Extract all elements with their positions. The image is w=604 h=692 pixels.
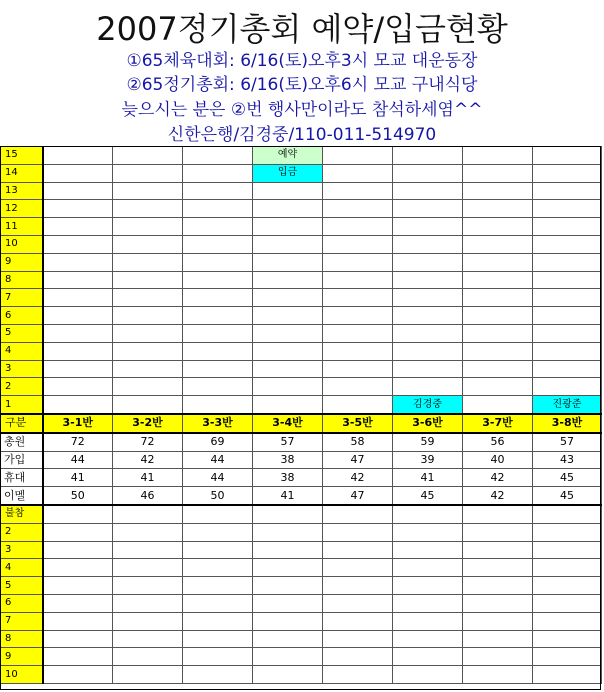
- row-number: 6: [1, 307, 43, 325]
- row-number: 4: [1, 342, 43, 360]
- legend-deposit: 입금: [253, 164, 323, 182]
- class-header: 3-7반: [463, 414, 533, 433]
- legend-reserve: 예약: [253, 147, 323, 165]
- stat-value: 41: [393, 469, 463, 487]
- stat-value: 50: [183, 487, 253, 505]
- deposit-entry: 진광준: [533, 396, 602, 414]
- row-number: 14: [1, 164, 43, 182]
- class-header: 3-8반: [533, 414, 602, 433]
- stat-value: 59: [393, 433, 463, 451]
- info-line-general-meeting: ②65정기총회: 6/16(토)오후6시 모교 구내식당: [126, 75, 478, 95]
- info-line-bank-account: 신한은행/김경중/110-011-514970: [167, 125, 437, 145]
- deposit-entry: 김경중: [393, 396, 463, 414]
- row-number: 8: [1, 630, 43, 648]
- stat-value: 44: [43, 451, 113, 469]
- stat-value: 57: [533, 433, 602, 451]
- stat-value: 47: [323, 487, 393, 505]
- stat-value: 45: [393, 487, 463, 505]
- class-header: 3-6반: [393, 414, 463, 433]
- stat-value: 42: [113, 451, 183, 469]
- row-number: 7: [1, 289, 43, 307]
- stat-value: 41: [43, 469, 113, 487]
- stat-value: 72: [43, 433, 113, 451]
- row-number: 7: [1, 612, 43, 630]
- stat-value: 46: [113, 487, 183, 505]
- stat-value: 38: [253, 451, 323, 469]
- info-line-late-notice: 늦으시는 분은 ②번 행사만이라도 참석하세염^^: [121, 100, 483, 120]
- stat-value: 44: [183, 451, 253, 469]
- stat-value: 43: [533, 451, 602, 469]
- row-number: 4: [1, 559, 43, 577]
- row-number: 3: [1, 360, 43, 378]
- row-number: 9: [1, 648, 43, 666]
- table-frame: [0, 146, 601, 690]
- row-number: 1: [1, 396, 43, 414]
- stat-value: 40: [463, 451, 533, 469]
- row-number: 15: [1, 147, 43, 165]
- class-header: 3-5반: [323, 414, 393, 433]
- stat-value: 44: [183, 469, 253, 487]
- stat-label: 가입: [1, 451, 43, 469]
- row-number: 6: [1, 594, 43, 612]
- row-number: 9: [1, 253, 43, 271]
- stat-label: 휴대: [1, 469, 43, 487]
- stat-value: 58: [323, 433, 393, 451]
- row-number: 12: [1, 200, 43, 218]
- stat-value: 42: [463, 469, 533, 487]
- row-number: 2: [1, 523, 43, 541]
- header-label: 구분: [1, 414, 43, 433]
- row-number: 11: [1, 218, 43, 236]
- stat-value: 41: [113, 469, 183, 487]
- row-number: 8: [1, 271, 43, 289]
- row-number: 13: [1, 182, 43, 200]
- row-number: 2: [1, 378, 43, 396]
- row-number: 10: [1, 666, 43, 684]
- stat-value: 56: [463, 433, 533, 451]
- row-number: 불참: [1, 505, 43, 523]
- stat-value: 42: [323, 469, 393, 487]
- row-number: 10: [1, 235, 43, 253]
- stat-value: 57: [253, 433, 323, 451]
- info-line-sports-day: ①65체육대회: 6/16(토)오후3시 모교 대운동장: [126, 51, 478, 71]
- stat-value: 38: [253, 469, 323, 487]
- stat-label: 이멜: [1, 487, 43, 505]
- stat-value: 45: [533, 487, 602, 505]
- row-number: 3: [1, 541, 43, 559]
- stat-value: 50: [43, 487, 113, 505]
- stat-value: 69: [183, 433, 253, 451]
- row-number: 5: [1, 324, 43, 342]
- class-header: 3-3반: [183, 414, 253, 433]
- stat-value: 72: [113, 433, 183, 451]
- page-title: 2007정기총회 예약/입금현황: [96, 10, 508, 48]
- row-number: 5: [1, 577, 43, 595]
- class-header: 3-2반: [113, 414, 183, 433]
- stat-value: 39: [393, 451, 463, 469]
- stat-label: 총원: [1, 433, 43, 451]
- class-header: 3-1반: [43, 414, 113, 433]
- stat-value: 47: [323, 451, 393, 469]
- stat-value: 45: [533, 469, 602, 487]
- stat-value: 41: [253, 487, 323, 505]
- stat-value: 42: [463, 487, 533, 505]
- class-header: 3-4반: [253, 414, 323, 433]
